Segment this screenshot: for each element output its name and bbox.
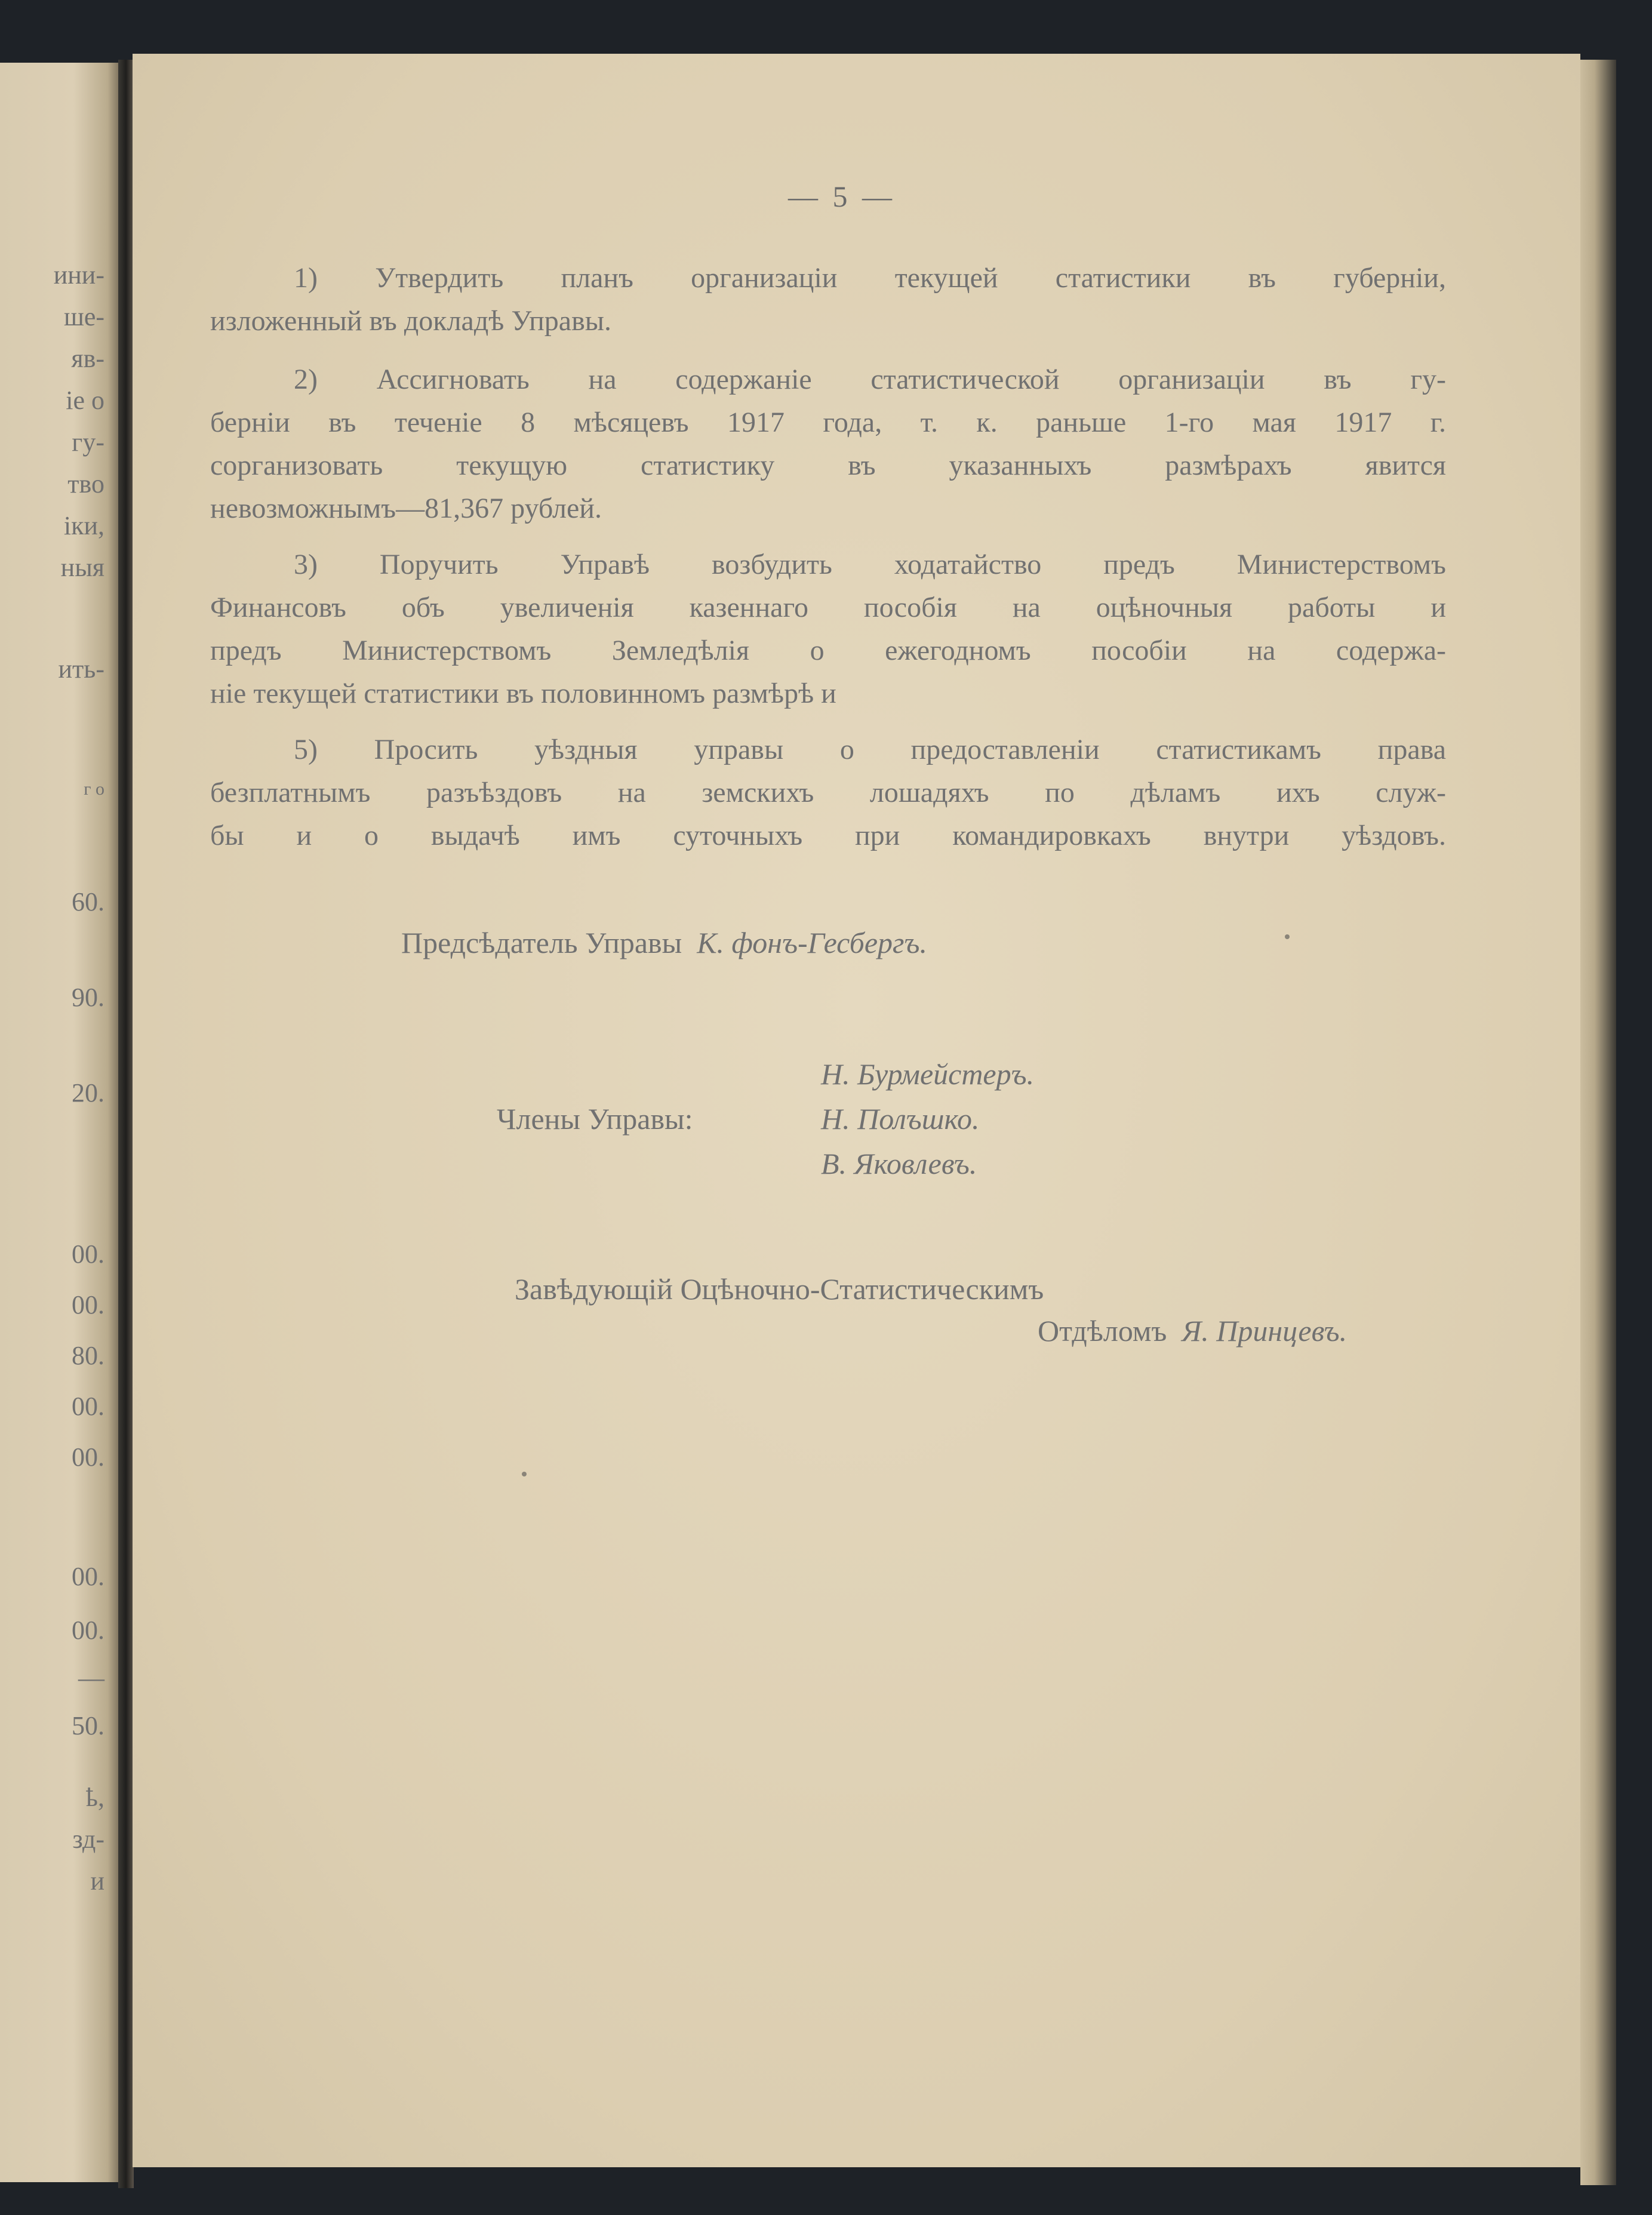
paragraph-line: изложенный въ докладѣ Управы. [210,305,611,337]
chairman-label: Предсѣдатель Управы [401,926,682,959]
left-page-fragment: ини- [53,260,104,290]
book-spine [118,60,134,2188]
left-page-fragment: ныя [60,553,104,582]
left-page-fragment: 00. [72,1239,104,1269]
department-head-name: Я. Принцевъ. [1182,1314,1348,1348]
paragraph-line: Финансовъ объ увеличенія казеннаго пособія на оцѣночныя работы и [210,592,1446,623]
left-page-fragment: 00. [72,1442,104,1472]
left-page-fragment: іки, [63,511,104,540]
left-page-fragment: г о [84,779,104,799]
ink-speck [1285,934,1290,939]
left-page-fragment: 80. [72,1341,104,1370]
department-head-title: Завѣдующій Оцѣночно-Статистическимъ [515,1272,1044,1306]
department-label: Отдѣломъ [1038,1314,1167,1348]
left-page-fragment: 20. [72,1078,104,1108]
ink-speck [522,1472,527,1476]
page-number: — 5 — [788,180,896,213]
paragraph-line: предъ Министерствомъ Земледѣлія о ежегодномъ пособіи на содержа- [210,635,1446,666]
paragraph-line: невозможнымъ—81,367 рублей. [210,493,602,524]
paragraph-1 [210,257,1446,343]
members-label: Члены Управы: [497,1102,693,1136]
left-page-fragment: ить- [58,654,104,684]
left-page-fragment: гу- [72,427,104,457]
left-page-fragment: 00. [72,1392,104,1421]
left-page-fragment: ше- [63,302,104,331]
department-head-signature [1038,1313,1347,1348]
left-page-fragment: и [90,1866,104,1896]
paragraph-line: берніи въ теченіе 8 мѣсяцевъ 1917 года, т. к. раньше 1-го мая 1917 г. [210,407,1446,438]
paragraph-line: 2) Ассигновать на содержаніе статистической организаціи въ гу- [294,364,1446,395]
left-page-fragment: 50. [72,1711,104,1740]
member-name: В. Яковлевъ. [821,1147,977,1180]
paragraph-line: 5) Просить уѣздныя управы о предоставленіи статистикамъ права [294,734,1446,765]
paragraph-3 [210,543,1446,715]
left-page-fragment: 90. [72,983,104,1012]
paragraph-line: 3) Поручить Управѣ возбудить ходатайство предъ Министерствомъ [294,549,1446,580]
page-edge [1580,60,1616,2185]
chairman-name: К. фонъ-Гесбергъ. [697,926,927,959]
member-name: Н. Полъшко. [821,1102,980,1136]
left-page-fragment: ҍ, [85,1783,104,1812]
left-page [0,63,122,2182]
paragraph-line: бы и о выдачѣ имъ суточныхъ при командировкахъ внутри уѣздовъ. [210,820,1446,851]
left-page-fragment: 00. [72,1616,104,1645]
paragraph-line: безплатнымъ разъѣздовъ на земскихъ лошадяхъ по дѣламъ ихъ служ- [210,777,1446,808]
member-name: Н. Бурмейстеръ. [821,1057,1035,1091]
left-page-fragment: тво [67,469,104,499]
paragraph-line: сорганизовать текущую статистику въ указанныхъ размѣрахъ явится [210,450,1446,481]
paragraph-4 [210,728,1446,857]
paragraph-line: 1) Утвердить планъ организаціи текущей статистики въ губерніи, [294,262,1446,294]
chairman-signature [401,925,927,960]
left-page-fragment: 00. [72,1562,104,1591]
paragraph-2 [210,358,1446,530]
left-page-fragment: зд- [72,1825,104,1854]
left-page-fragment: 60. [72,887,104,916]
left-page-fragment: — [78,1663,104,1693]
left-page-fragment: 00. [72,1290,104,1319]
left-page-fragment: яв- [71,344,104,373]
left-page-fragment: іе о [66,386,104,415]
paragraph-line: ніе текущей статистики въ половинномъ размѣрѣ и [210,678,836,709]
